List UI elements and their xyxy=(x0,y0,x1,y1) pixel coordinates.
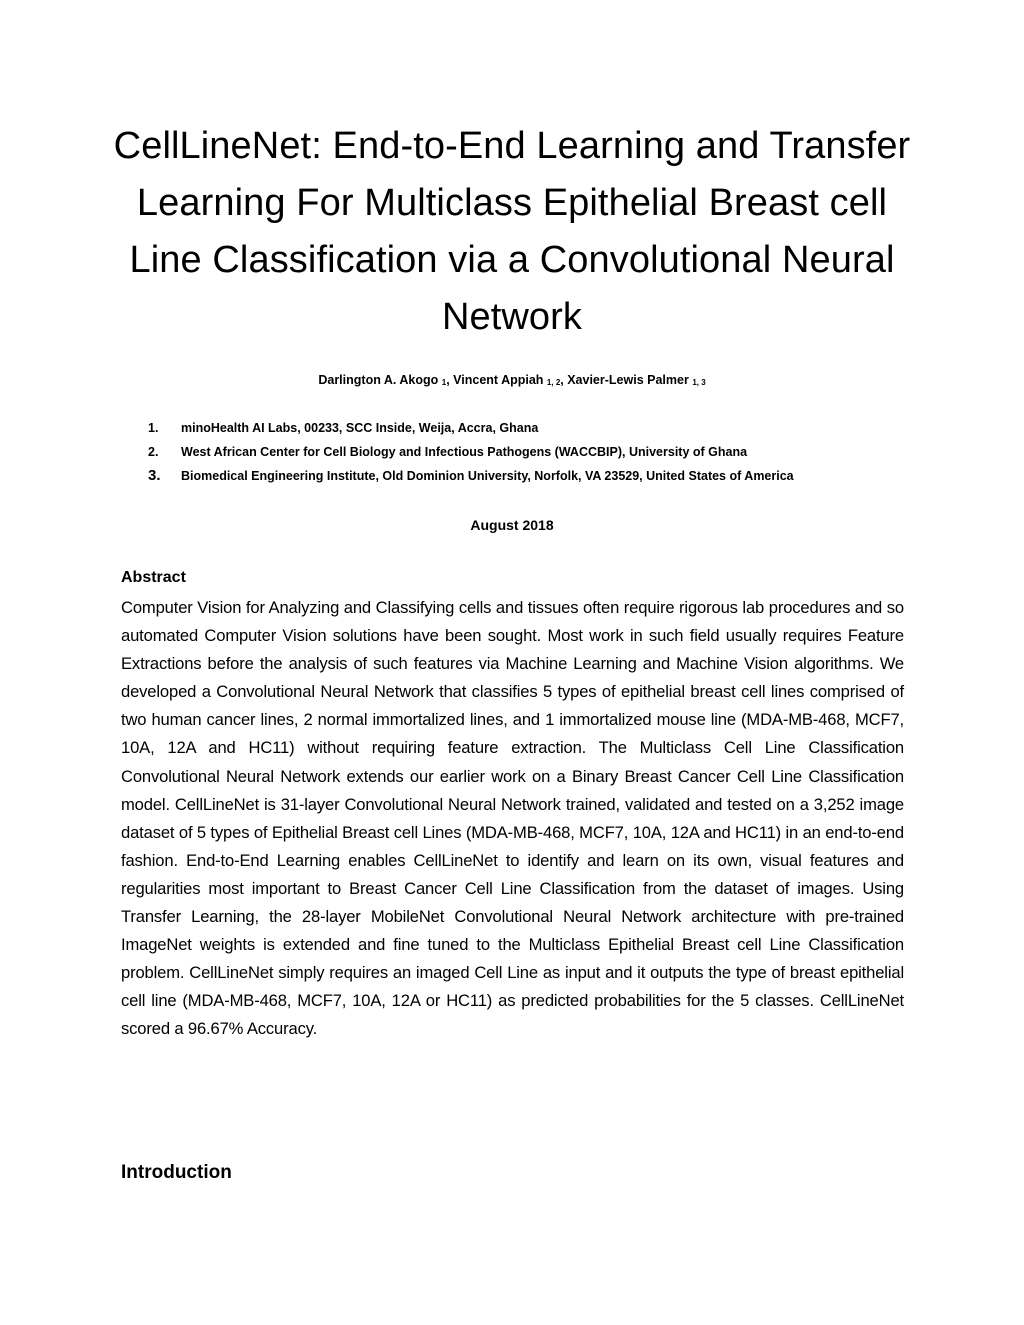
author-name: Xavier-Lewis Palmer xyxy=(567,373,689,387)
introduction-heading: Introduction xyxy=(121,1162,232,1183)
affiliation-item xyxy=(148,464,948,488)
affiliation-number: 2. xyxy=(148,445,159,459)
author-name: Vincent Appiah xyxy=(453,373,544,387)
affiliation-list xyxy=(148,416,948,488)
affiliation-text: minoHealth AI Labs, 00233, SCC Inside, Weija, Accra, Ghana xyxy=(181,421,539,435)
publication-date: August 2018 xyxy=(470,517,554,533)
author-affiliation-index: 1, 2 xyxy=(546,378,561,387)
author-name: Darlington A. Akogo xyxy=(318,373,439,387)
abstract-body: Computer Vision for Analyzing and Classifying cells and tissues often require rigorous lab procedures and so automated Computer Vision solutions have been sought. Most work in such field usually requires Feature Extractions before the analysis of such features via Machine Learning and Machine Vision algorithms. We developed a Convolutional Neural Network that classifies 5 types of epithelial breast cell lines comprised of two human cancer lines, 2 normal immortalized lines, and 1 immortalized mouse line (MDA-MB-468, MCF7, 10A, 12A and HC11) without requiring feature extraction. The Multiclass Cell Line Classification Convolutional Neural Network extends our earlier work on a Binary Breast Cancer Cell Line Classification model. CellLineNet is 31-layer Convolutional Neural Network trained, validated and tested on a 3,252 image dataset of 5 types of Epithelial Breast cell Lines (MDA-MB-468, MCF7, 10A, 12A and HC11) in an end-to-end fashion. End-to-End Learning enables CellLineNet to identify and learn on its own, visual features and regularities most important to Breast Cancer Cell Line Classification from the dataset of images. Using Transfer Learning, the 28-layer MobileNet Convolutional Neural Network architecture with pre-trained ImageNet weights is extended and fine tuned to the Multiclass Epithelial Breast cell Line Classification problem. CellLineNet simply requires an imaged Cell Line as input and it outputs the type of breast epithelial cell line (MDA-MB-468, MCF7, 10A, 12A or HC11) as predicted probabilities for the 5 classes. CellLineNet scored a 96.67% Accuracy. xyxy=(121,598,904,1039)
author-separator: , xyxy=(446,373,454,387)
author-affiliation-index: 1 xyxy=(441,378,447,387)
author-affiliation-index: 1, 3 xyxy=(692,378,706,387)
affiliation-number: 3. xyxy=(148,467,161,484)
title-line: Network xyxy=(441,296,583,338)
affiliation-text: Biomedical Engineering Institute, Old Dominion University, Norfolk, VA 23529, United States of America xyxy=(181,469,794,483)
paper-title xyxy=(100,118,924,346)
author-separator: , xyxy=(560,373,568,387)
title-line: Learning For Multiclass Epithelial Breast cell xyxy=(136,182,888,224)
abstract-heading: Abstract xyxy=(121,569,186,586)
affiliation-item xyxy=(148,440,948,464)
affiliation-item xyxy=(148,416,948,440)
title-line: Line Classification via a Convolutional Neural xyxy=(129,239,895,281)
affiliation-text: West African Center for Cell Biology and Infectious Pathogens (WACCBIP), University of Ghana xyxy=(181,445,748,459)
affiliation-number: 1. xyxy=(148,421,159,435)
title-line: CellLineNet: End-to-End Learning and Transfer xyxy=(113,125,911,167)
author-list xyxy=(0,371,1024,391)
